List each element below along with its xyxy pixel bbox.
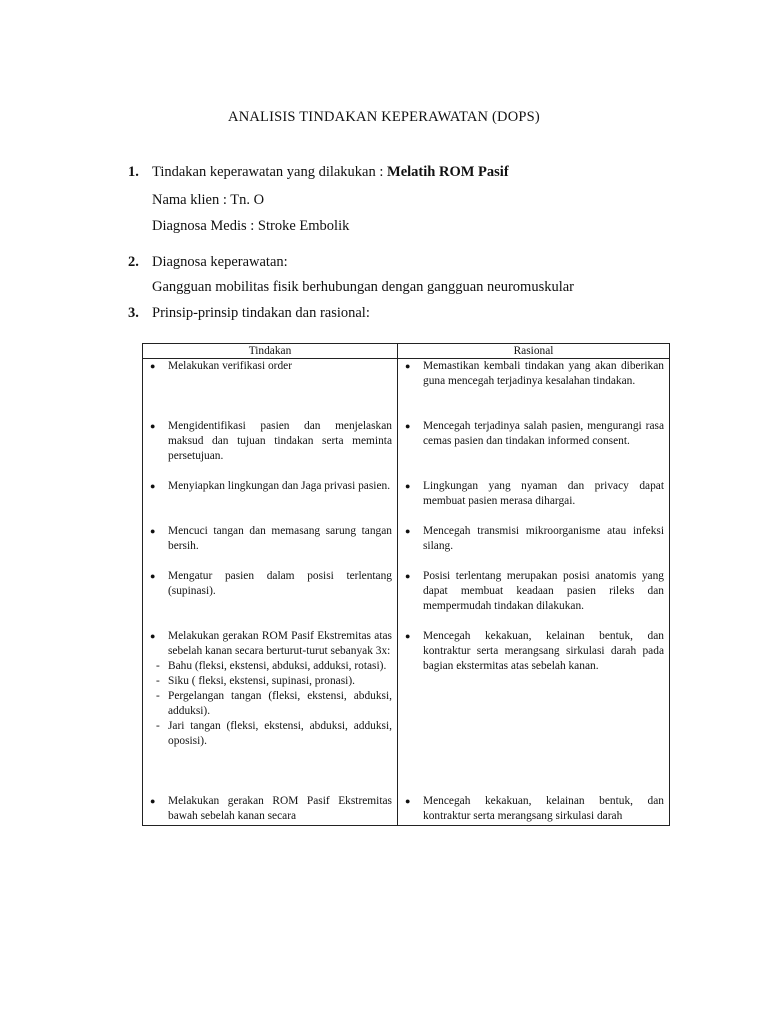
table-row [143, 794, 670, 826]
section-heading: Diagnosa keperawatan: [152, 254, 288, 270]
dash-marker: - [156, 720, 160, 732]
list-item-text: Bahu (fleksi, ekstensi, abduksi, adduksi, rotasi). [168, 660, 387, 672]
list-item-text: Siku ( fleksi, ekstensi, supinasi, pronasi). [168, 675, 355, 687]
table-row [143, 629, 670, 794]
table-row [143, 359, 670, 420]
list-item [154, 674, 392, 689]
list-item [154, 719, 392, 749]
client-name: Nama klien : Tn. O [152, 192, 265, 208]
list-item [154, 689, 392, 719]
rasional-text: Mencegah kekakuan, kelainan bentuk, dan kontraktur serta merangsang sirkulasi darah pada bagian ekstermitas atas sebelah kanan. [423, 630, 664, 672]
rasional-text: Lingkungan yang nyaman dan privacy dapat membuat pasien merasa dihargai. [423, 480, 664, 507]
action-line [152, 164, 509, 181]
section-number: 2. [128, 254, 139, 270]
list-item [154, 659, 392, 674]
tindakan-text: Menyiapkan lingkungan dan Jaga privasi pasien. [168, 480, 391, 492]
bullet-icon: ● [405, 631, 411, 641]
dash-marker: - [156, 675, 160, 687]
bullet-icon: ● [405, 421, 411, 431]
column-header-rasional: Rasional [398, 344, 670, 359]
bullet-icon: ● [150, 526, 156, 536]
column-header-tindakan: Tindakan [143, 344, 398, 359]
rasional-text: Memastikan kembali tindakan yang akan diberikan guna mencegah terjadinya kesalahan tindakan. [423, 360, 664, 387]
rasional-text: Mencegah kekakuan, kelainan bentuk, dan kontraktur serta merangsang sirkulasi darah [423, 795, 664, 822]
medical-diagnosis: Diagnosa Medis : Stroke Embolik [152, 218, 350, 234]
tindakan-text: Melakukan verifikasi order [168, 360, 292, 372]
bullet-icon: ● [150, 571, 156, 581]
movement-list [154, 659, 392, 749]
rasional-text: Mencegah transmisi mikroorganisme atau infeksi silang. [423, 525, 664, 552]
tindakan-text: Melakukan gerakan ROM Pasif Ekstremitas bawah sebelah kanan secara [168, 795, 392, 822]
bullet-icon: ● [405, 526, 411, 536]
nursing-diagnosis: Gangguan mobilitas fisik berhubungan dengan gangguan neuromuskular [152, 279, 575, 295]
section-number: 3. [128, 305, 139, 321]
bullet-icon: ● [405, 571, 411, 581]
action-label: Tindakan keperawatan yang dilakukan : [152, 164, 388, 180]
dash-marker: - [156, 690, 160, 702]
table-row [143, 524, 670, 569]
list-item-text: Pergelangan tangan (fleksi, ekstensi, abduksi, adduksi). [168, 690, 392, 717]
action-value: Melatih ROM Pasif [387, 164, 509, 180]
actions-table [142, 343, 670, 826]
table-row [143, 479, 670, 524]
tindakan-text: Mengatur pasien dalam posisi terlentang (supinasi). [168, 570, 392, 597]
tindakan-text: Mengidentifikasi pasien dan menjelaskan maksud dan tujuan tindakan serta meminta persetujuan. [168, 420, 392, 462]
bullet-icon: ● [150, 421, 156, 431]
bullet-icon: ● [405, 361, 411, 371]
section-number: 1. [128, 164, 139, 180]
page-title: ANALISIS TINDAKAN KEPERAWATAN (DOPS) [228, 109, 540, 125]
list-item-text: Jari tangan (fleksi, ekstensi, abduksi, adduksi, oposisi). [168, 720, 392, 747]
rasional-text: Mencegah terjadinya salah pasien, mengurangi rasa cemas pasien dan tindakan informed consent. [423, 420, 664, 447]
bullet-icon: ● [150, 796, 156, 806]
tindakan-text: Melakukan gerakan ROM Pasif Ekstremitas atas sebelah kanan secara berturut-turut sebanyak 3x: [168, 630, 392, 657]
bullet-icon: ● [405, 481, 411, 491]
table-header-row [143, 344, 670, 359]
bullet-icon: ● [405, 796, 411, 806]
table-row [143, 569, 670, 629]
bullet-icon: ● [150, 361, 156, 371]
bullet-icon: ● [150, 631, 156, 641]
rasional-text: Posisi terlentang merupakan posisi anatomis yang dapat membuat keadaan pasien rileks dan mempermudah tindakan dilakukan. [423, 570, 664, 612]
tindakan-text: Mencuci tangan dan memasang sarung tangan bersih. [168, 525, 392, 552]
table-row [143, 419, 670, 479]
section-heading: Prinsip-prinsip tindakan dan rasional: [152, 305, 370, 321]
bullet-icon: ● [150, 481, 156, 491]
dash-marker: - [156, 660, 160, 672]
